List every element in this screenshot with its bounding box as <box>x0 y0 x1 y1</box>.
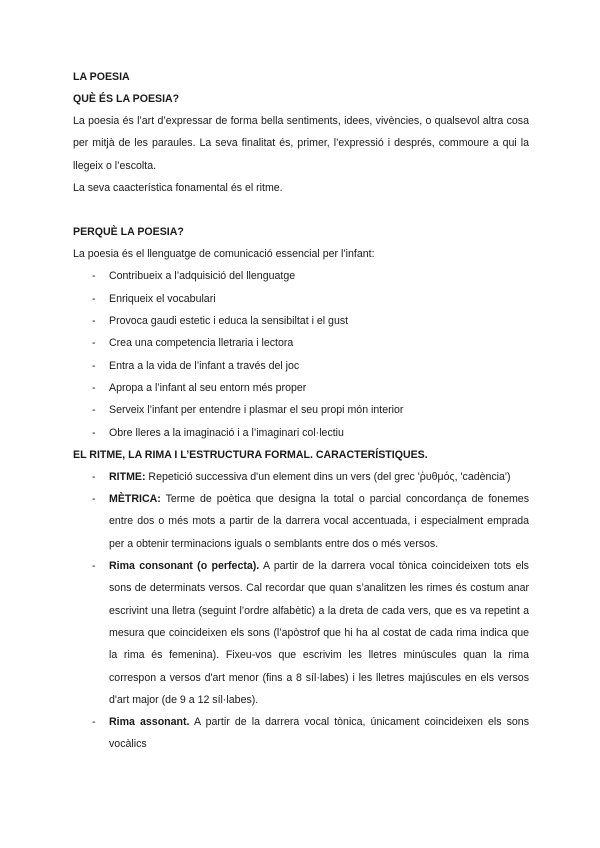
definition-term: Rima consonant (o perfecta). <box>109 560 260 573</box>
definition-text: Repetició successiva d'un element dins un vers (del grec 'ῥυθμός, 'cadència') <box>145 470 511 483</box>
definition-item <box>73 488 529 555</box>
list-item: - Crea una competencia lletraria i lectora <box>73 332 529 354</box>
section-paragraph: La poesia és l’art d’expressar de forma bella sentiments, idees, vivències, o qualsevol altra cosa per mitjà de les paraules. La seva finalitat és, primer, l’expressió i després, commoure a qui la llegeix o l’escolta. <box>73 115 529 172</box>
definition-item <box>73 555 529 711</box>
blank-line <box>73 199 529 221</box>
list-item: - Entra a la vida de l’infant a través del joc <box>73 355 529 377</box>
definition-text: A partir de la darrera vocal tònica coincideixen tots els sons de determinats versos. Cal recordar que quan s’analitzen les rimes és costum anar escrivint una lletra (seguint l’ordre alfabètic) a la dreta de cada vers, que es va repetint a mesura que coincideixen els sons (l’apòstrof que hi ha al costat de cada rima indica que la rima és femenina). Fixeu-vos que escrivim les lletres minúscules quan la rima correspon a versos d'art menor (fins a 8 síl·labes) i les lletres majúscules en els versos d'art major (de 9 a 12 síl·labes). <box>109 560 529 706</box>
section-intro: La poesia és el llenguatge de comunicació essencial per l’infant: <box>73 248 375 261</box>
section-heading-why-poetry: PERQUÈ LA POESIA? <box>73 226 184 239</box>
definition-term: RITME: <box>109 470 146 483</box>
document-content <box>73 66 529 756</box>
list-item: - Serveix l’infant per entendre i plasmar el seu propi món interior <box>73 399 529 421</box>
definition-term: MÈTRICA: <box>109 493 161 506</box>
definition-text: Terme de poètica que designa la total o parcial concordança de fonemes entre dos o més mots a partir de la darrera vocal accentuada, i especialment emprada per a obtenir terminacions iguals o semblants entre dos o més versos. <box>109 493 529 550</box>
definition-item <box>73 466 529 488</box>
definitions-list <box>73 466 529 756</box>
definition-term: Rima assonant. <box>109 716 190 729</box>
section-heading-what-is-poetry: QUÈ ÉS LA POESIA? <box>73 93 180 105</box>
list-item: - Apropa a l’infant al seu entorn més proper <box>73 377 529 399</box>
document-title: LA POESIA <box>73 71 130 83</box>
definition-item <box>73 711 529 756</box>
section-heading-rhythm-rhyme: EL RITME, LA RIMA I L’ESTRUCTURA FORMAL. CARACTERÍSTIQUES. <box>73 448 428 461</box>
list-item: - Obre lleres a la imaginació i a l’imaginari col·lectiu <box>73 422 529 444</box>
section-paragraph-rhythm: La seva caacterística fonamental és el ritme. <box>73 181 283 194</box>
benefits-list <box>73 265 529 443</box>
definition-text: A partir de la darrera vocal tònica, únicament coincideixen els sons vocàlics <box>109 716 529 751</box>
list-item: - Contribueix a l’adquisició del llenguatge <box>73 265 529 287</box>
list-item: - Enriqueix el vocabulari <box>73 288 529 310</box>
list-item: - Provoca gaudi estetic i educa la sensibiltat i el gust <box>73 310 529 332</box>
